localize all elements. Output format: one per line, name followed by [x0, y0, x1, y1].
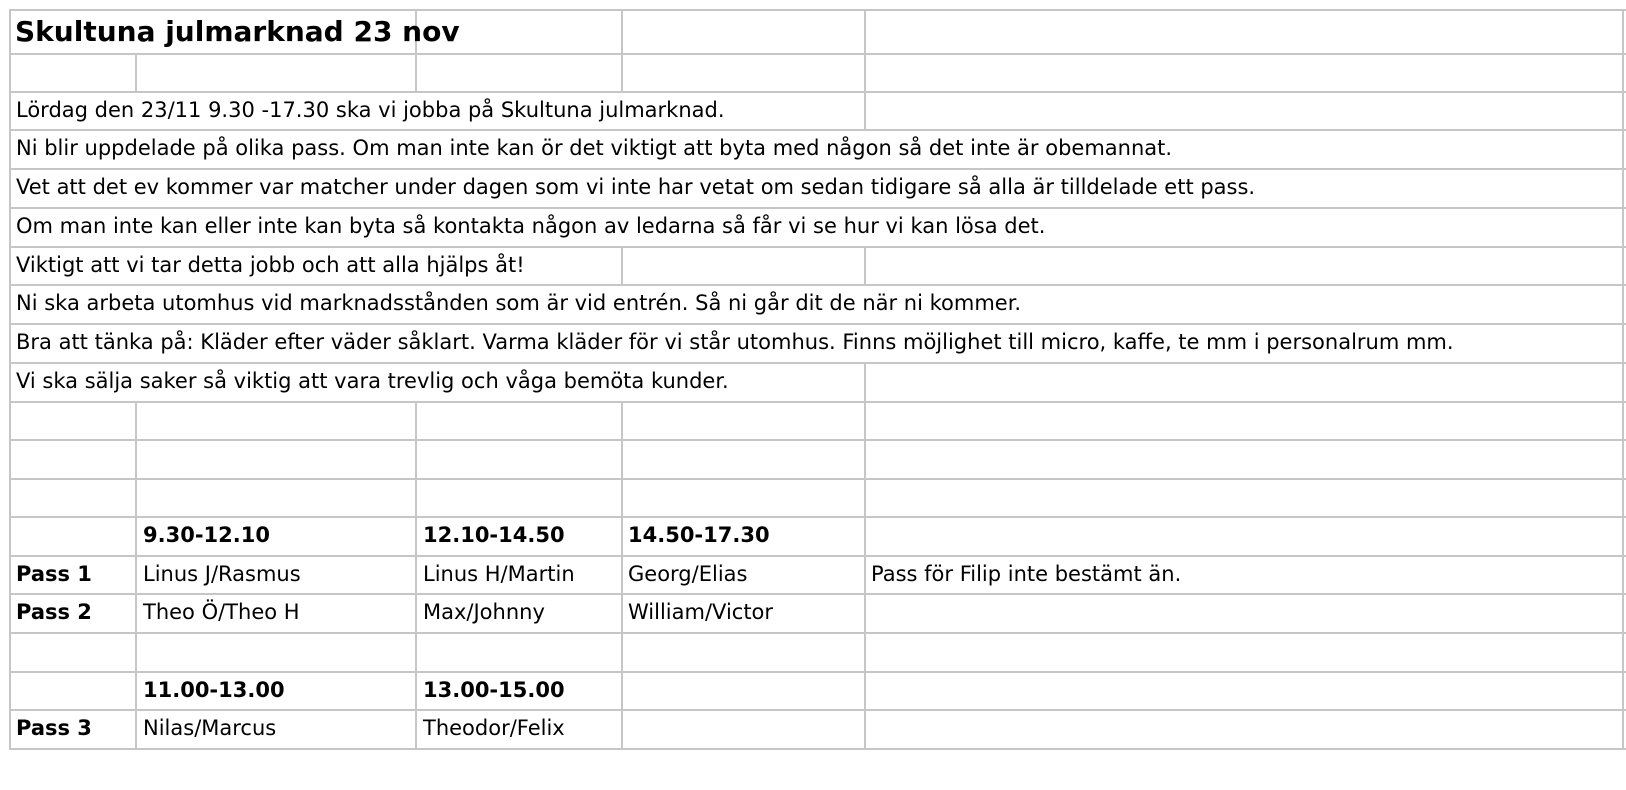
schedule1-time-1: 9.30-12.10 — [143, 523, 270, 547]
pass-1-cell-3: Georg/Elias — [628, 562, 748, 586]
sheet-title: Skultuna julmarknad 23 nov — [15, 15, 460, 48]
schedule2-time-2: 13.00-15.00 — [423, 678, 565, 702]
info-line-2: Ni blir uppdelade på olika pass. Om man inte kan ör det viktigt att byta med någon så det inte är obemannat. — [16, 136, 1173, 160]
schedule1-time-3: 14.50-17.30 — [628, 523, 770, 547]
pass-3-cell-1: Nilas/Marcus — [143, 716, 277, 740]
info-line-8: Vi ska sälja saker så viktig att vara trevlig och våga bemöta kunder. — [16, 369, 729, 393]
pass-2-cell-2: Max/Johnny — [423, 600, 545, 624]
pass-1-note: Pass för Filip inte bestämt än. — [871, 562, 1182, 586]
pass-1-cell-2: Linus H/Martin — [423, 562, 575, 586]
schedule2-time-1: 11.00-13.00 — [143, 678, 285, 702]
pass-2-label: Pass 2 — [16, 600, 92, 624]
schedule1-time-2: 12.10-14.50 — [423, 523, 565, 547]
info-line-3: Vet att det ev kommer var matcher under dagen som vi inte har vetat om sedan tidigare så alla är tilldelade ett pass. — [16, 175, 1256, 199]
pass-1-label: Pass 1 — [16, 562, 92, 586]
pass-3-cell-2: Theodor/Felix — [423, 716, 565, 740]
info-line-4: Om man inte kan eller inte kan byta så kontakta någon av ledarna så får vi se hur vi kan lösa det. — [16, 214, 1046, 238]
info-line-7: Bra att tänka på: Kläder efter väder såklart. Varma kläder för vi står utomhus. Finns möjlighet till micro, kaffe, te mm i personalrum mm. — [16, 330, 1454, 354]
pass-3-label: Pass 3 — [16, 716, 92, 740]
info-line-1: Lördag den 23/11 9.30 -17.30 ska vi jobba på Skultuna julmarknad. — [16, 98, 725, 122]
pass-2-cell-3: William/Victor — [628, 600, 774, 624]
pass-2-cell-1: Theo Ö/Theo H — [143, 600, 300, 624]
info-line-5: Viktigt att vi tar detta jobb och att alla hjälps åt! — [16, 253, 525, 277]
info-line-6: Ni ska arbeta utomhus vid marknadsstånden som är vid entrén. Så ni går dit de när ni kommer. — [16, 291, 1022, 315]
pass-1-cell-1: Linus J/Rasmus — [143, 562, 301, 586]
